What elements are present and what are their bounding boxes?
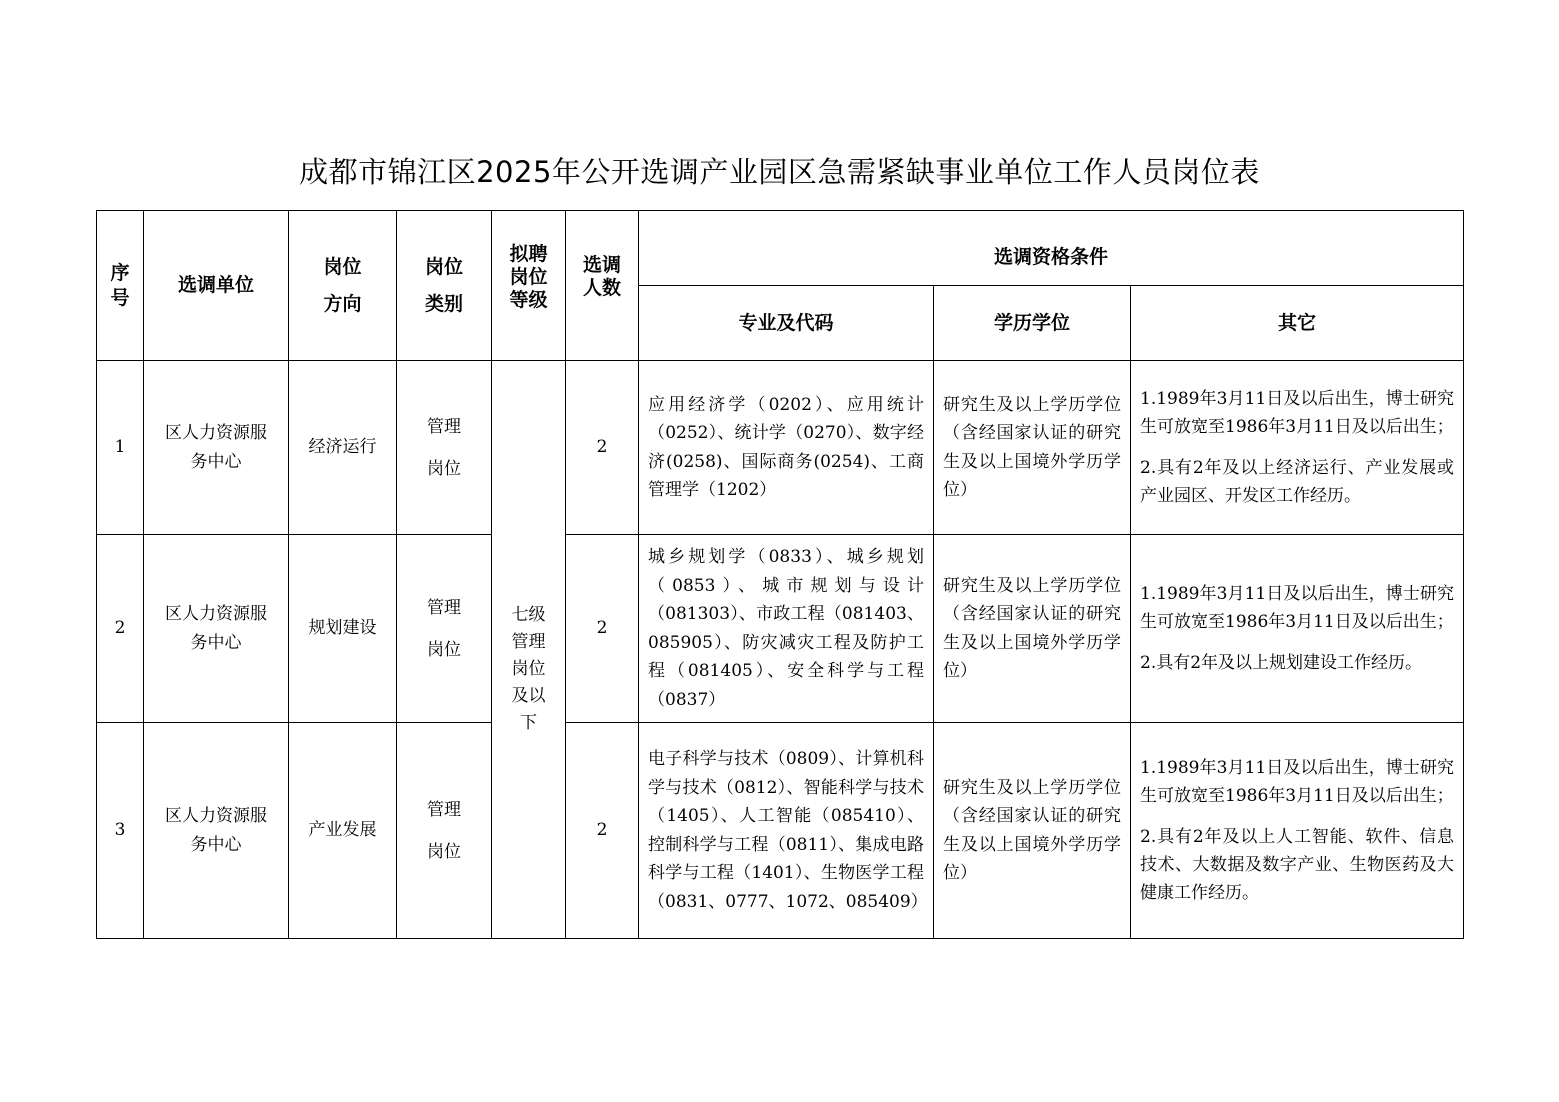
unit-line2: 务中心 (190, 834, 242, 855)
header-grade-line3: 等级 (509, 289, 548, 311)
category-line1: 管理 (427, 597, 461, 618)
category-line2: 岗位 (427, 639, 461, 660)
unit-line1: 区人力资源服 (165, 806, 267, 826)
page-title: 成都市锦江区2025年公开选调产业园区急需紧缺事业单位工作人员岗位表 (299, 155, 1260, 189)
other-condition-1: 1.1989年3月11日及以后出生，博士研究生可放宽至1986年3月11日及以后出生； (1140, 584, 1455, 632)
header-category (397, 211, 492, 361)
major-cell: 城乡规划学（0833）、城乡规划（0853）、城市规划与设计（081303）、市政工程（081403、085905）、防灾减灾工程及防护工程（081405）、安全科学与工程（0837） (639, 535, 934, 723)
header-direction-line2: 方向 (323, 292, 362, 315)
header-seq (97, 211, 144, 361)
unit-cell (144, 361, 289, 535)
other-condition-1: 1.1989年3月11日及以后出生，博士研究生可放宽至1986年3月11日及以后出生； (1140, 389, 1455, 437)
seq-cell: 3 (97, 723, 144, 939)
category-line1: 管理 (427, 416, 461, 437)
seq-cell: 2 (97, 535, 144, 723)
header-count (566, 211, 639, 361)
table-row (97, 723, 1464, 939)
category-line2: 岗位 (427, 458, 461, 479)
direction-cell: 经济运行 (289, 361, 397, 535)
header-qualifications: 选调资格条件 (639, 211, 1464, 286)
unit-line1: 区人力资源服 (165, 423, 267, 443)
degree-cell: 研究生及以上学历学位（含经国家认证的研究生及以上国境外学历学位） (934, 535, 1131, 723)
other-condition-2: 2.具有2年及以上人工智能、软件、信息技术、大数据及数字产业、生物医药及大健康工作经历。 (1140, 827, 1455, 903)
count-cell: 2 (566, 535, 639, 723)
header-category-line2: 类别 (424, 292, 463, 315)
header-direction (289, 211, 397, 361)
header-grade (492, 211, 566, 361)
degree-cell: 研究生及以上学历学位（含经国家认证的研究生及以上国境外学历学位） (934, 723, 1131, 939)
other-condition-2: 2.具有2年及以上规划建设工作经历。 (1140, 653, 1423, 673)
other-cell (1131, 361, 1464, 535)
header-count-line1: 选调 (582, 254, 621, 276)
header-degree: 学历学位 (934, 286, 1131, 361)
grade-cell (492, 361, 566, 939)
count-cell: 2 (566, 723, 639, 939)
header-unit: 选调单位 (144, 211, 289, 361)
direction-cell: 规划建设 (289, 535, 397, 723)
degree-cell: 研究生及以上学历学位（含经国家认证的研究生及以上国境外学历学位） (934, 361, 1131, 535)
direction-cell: 产业发展 (289, 723, 397, 939)
header-grade-line2: 岗位 (509, 266, 548, 288)
category-cell (397, 535, 492, 723)
header-seq-line1: 序 (110, 261, 130, 284)
table-row (97, 535, 1464, 723)
category-line2: 岗位 (427, 841, 461, 862)
grade-line2: 管理 (511, 632, 546, 652)
unit-line2: 务中心 (190, 451, 242, 472)
header-other: 其它 (1131, 286, 1464, 361)
other-condition-2: 2.具有2年及以上经济运行、产业发展或产业园区、开发区工作经历。 (1140, 458, 1455, 506)
category-cell (397, 361, 492, 535)
header-grade-line1: 拟聘 (509, 243, 548, 265)
major-cell: 应用经济学（0202）、应用统计（0252）、统计学（0270）、数字经济(0258)、国际商务(0254)、工商管理学（1202） (639, 361, 934, 535)
unit-line1: 区人力资源服 (165, 604, 267, 624)
unit-cell (144, 535, 289, 723)
grade-line3: 岗位 (511, 659, 546, 679)
major-cell: 电子科学与技术（0809）、计算机科学与技术（0812）、智能科学与技术（1405）、人工智能（085410）、控制科学与工程（0811）、集成电路科学与工程（1401）、生物医学工程（0831、0777、1072、085409） (639, 723, 934, 939)
grade-line5: 下 (520, 713, 537, 733)
count-cell: 2 (566, 361, 639, 535)
category-line1: 管理 (427, 799, 461, 820)
header-direction-line1: 岗位 (323, 255, 362, 278)
unit-line2: 务中心 (190, 632, 242, 653)
header-major: 专业及代码 (639, 286, 934, 361)
table-row (97, 361, 1464, 535)
category-cell (397, 723, 492, 939)
other-cell (1131, 723, 1464, 939)
unit-cell (144, 723, 289, 939)
header-seq-line2: 号 (110, 286, 130, 309)
header-count-line2: 人数 (582, 277, 621, 299)
grade-line1: 七级 (511, 605, 546, 625)
header-category-line1: 岗位 (424, 255, 463, 278)
grade-line4: 及以 (511, 686, 546, 706)
seq-cell: 1 (97, 361, 144, 535)
other-cell (1131, 535, 1464, 723)
other-condition-1: 1.1989年3月11日及以后出生，博士研究生可放宽至1986年3月11日及以后出生； (1140, 758, 1455, 806)
positions-table (96, 210, 1464, 939)
